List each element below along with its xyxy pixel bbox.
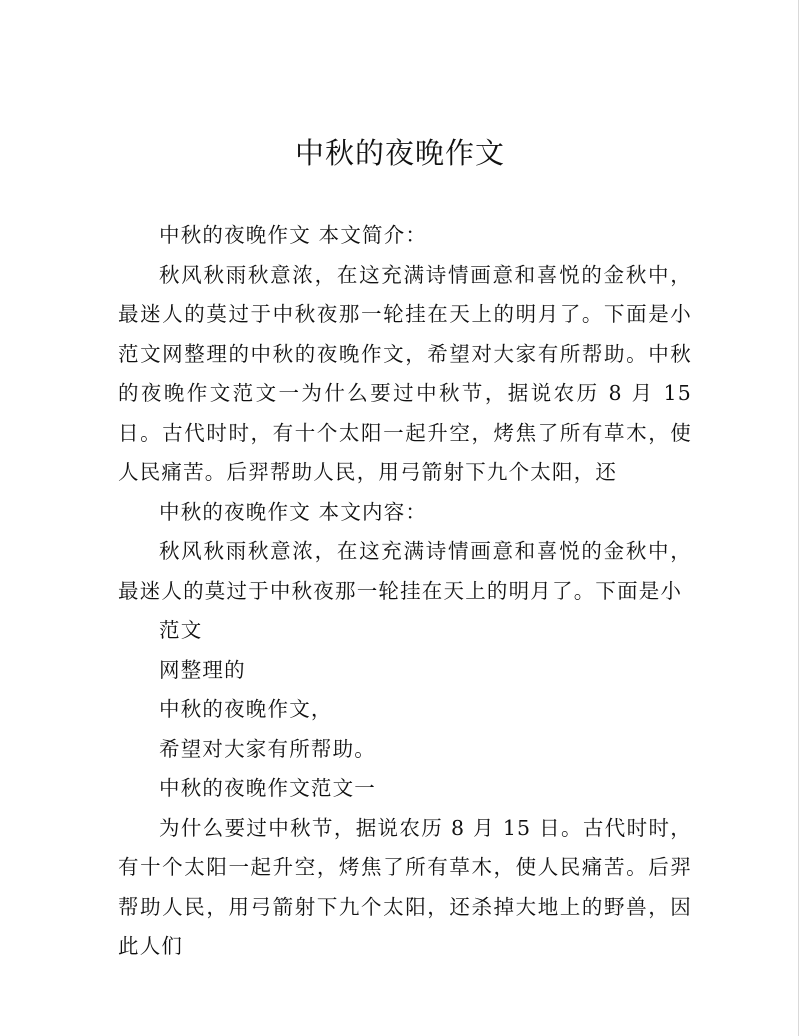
document-title: 中秋的夜晚作文 bbox=[294, 136, 505, 170]
paragraph-intro-heading: 中秋的夜晚作文 本文简介： bbox=[159, 223, 428, 247]
paragraph-content-text: 秋风秋雨秋意浓，在这充满诗情画意和喜悦的金秋中，最迷人的莫过于中秋夜那一轮挂在天上的明月了。下面是小 bbox=[118, 539, 692, 603]
paragraph-essay-heading: 中秋的夜晚作文范文一 bbox=[159, 776, 376, 800]
paragraph-fragment: 中秋的夜晚作文， bbox=[159, 697, 333, 721]
paragraph-essay-text: 为什么要过中秋节，据说农历 8 月 15 日。古代时时，有十个太阳一起升空，烤焦了所有草木，使人民痛苦。后羿帮助人民，用弓箭射下九个太阳，还杀掉大地上的野兽，因此人们 bbox=[118, 815, 692, 958]
paragraph-intro-text: 秋风秋雨秋意浓，在这充满诗情画意和喜悦的金秋中，最迷人的莫过于中秋夜那一轮挂在天上的明月了。下面是小范文网整理的中秋的夜晚作文，希望对大家有所帮助。中秋的夜晚作文范文一为什么要过中秋节，据说农历 8 月 15 日。古代时时，有十个太阳一起升空，烤焦了所有草木，使人民痛苦。后羿帮助人民，用弓箭射下九个太阳，还 bbox=[118, 262, 692, 484]
paragraph-fragment: 网整理的 bbox=[159, 657, 246, 682]
paragraph-fragment: 范文 bbox=[159, 618, 203, 642]
paragraph-content-heading: 中秋的夜晚作文 本文内容： bbox=[159, 499, 428, 524]
document-body bbox=[118, 216, 692, 967]
paragraph-fragment: 希望对大家有所帮助。 bbox=[159, 736, 376, 761]
